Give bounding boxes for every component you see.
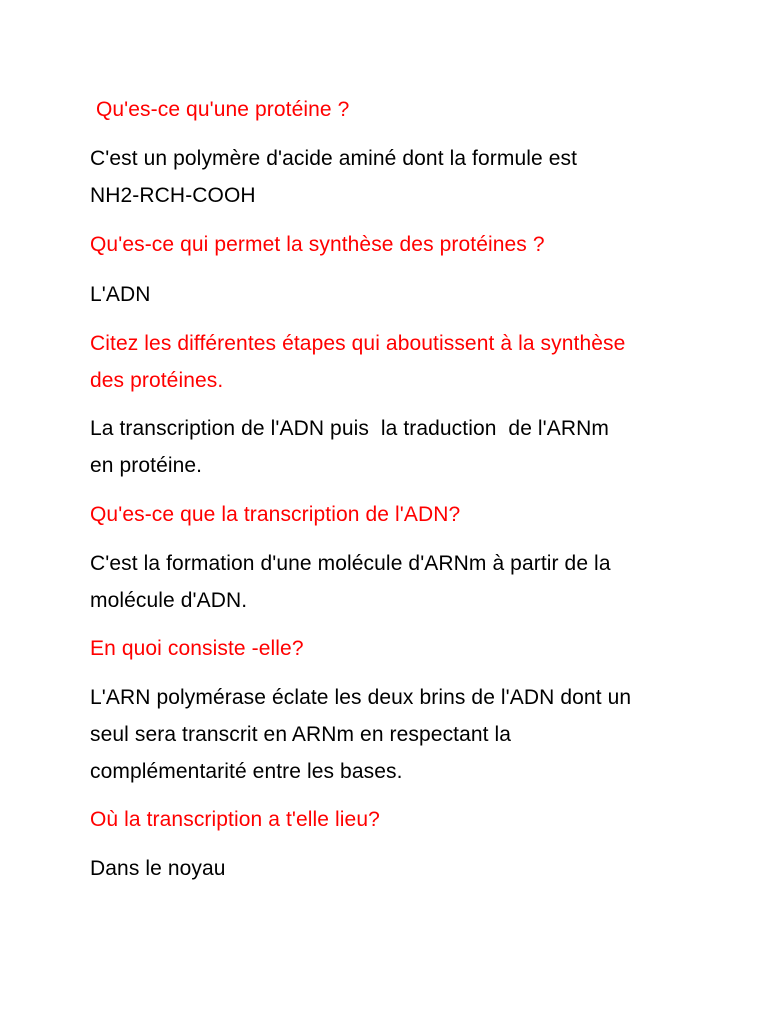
answer-6: Dans le noyau — [90, 857, 226, 880]
answer-4: C'est la formation d'une molécule d'ARNm à partir de la molécule d'ADN. — [90, 552, 611, 612]
answer-2: L'ADN — [90, 283, 151, 306]
question-6: Où la transcription a t'elle lieu? — [90, 808, 380, 831]
question-1: Qu'es-ce qu'une protéine ? — [90, 98, 350, 121]
answer-1: C'est un polymère d'acide aminé dont la formule est NH2-RCH-COOH — [90, 147, 578, 207]
answer-3: La transcription de l'ADN puis la traduction de l'ARNm en protéine. — [90, 417, 610, 477]
question-2: Qu'es-ce qui permet la synthèse des protéines ? — [90, 233, 545, 256]
question-4: Qu'es-ce que la transcription de l'ADN? — [90, 503, 461, 526]
question-5: En quoi consiste -elle? — [90, 637, 304, 660]
answer-5: L'ARN polymérase éclate les deux brins de l'ADN dont un seul sera transcrit en ARNm en respectant la complémentarité entre les bases. — [90, 686, 632, 783]
question-3: Citez les différentes étapes qui aboutissent à la synthèse des protéines. — [90, 332, 626, 392]
